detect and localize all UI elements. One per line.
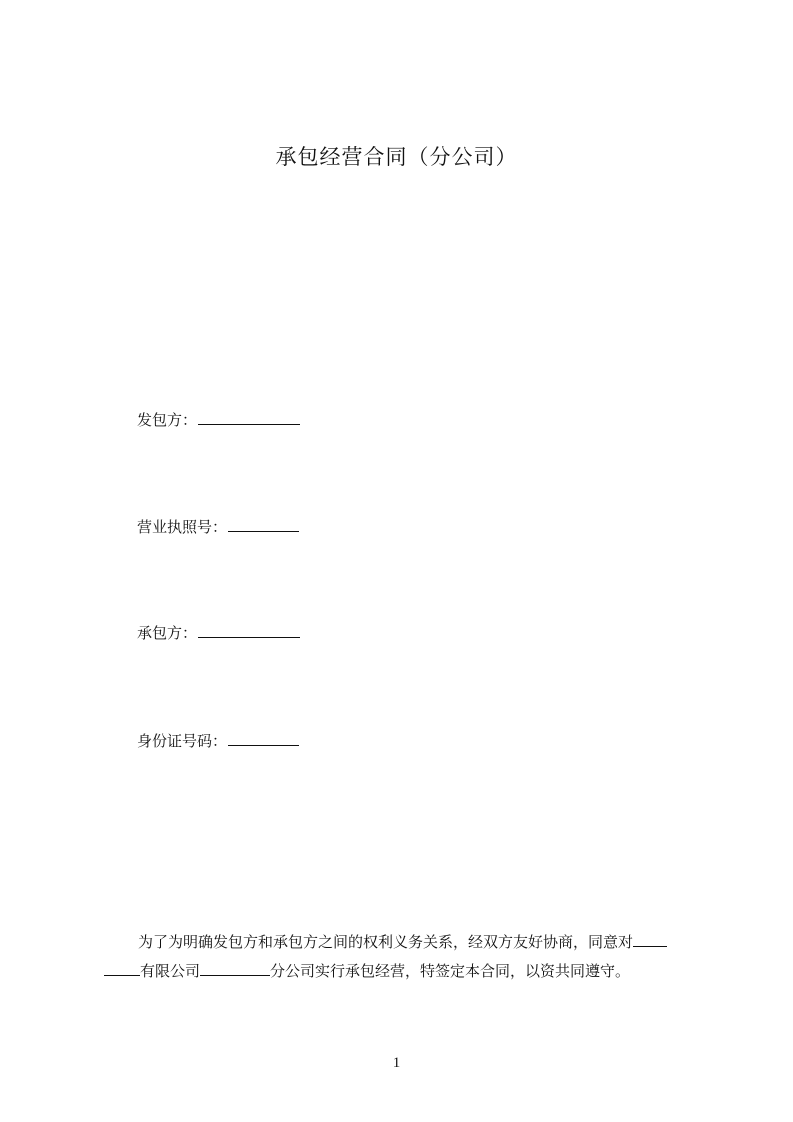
field-contractor <box>137 621 300 643</box>
field-employer-blank <box>198 408 300 425</box>
company-name-blank-start <box>633 930 667 947</box>
field-contractor-blank <box>198 621 300 638</box>
field-id-number <box>137 729 299 751</box>
paragraph-line-2-part-1: 有限公司 <box>140 962 201 980</box>
field-id-number-blank <box>228 729 299 746</box>
company-name-blank-end <box>104 959 140 976</box>
branch-name-blank <box>200 959 270 976</box>
field-id-number-label: 身份证号码： <box>137 732 228 750</box>
paragraph-line-2 <box>104 957 704 986</box>
field-license-number <box>137 515 299 537</box>
field-employer <box>137 408 300 430</box>
paragraph-line-2-part-2: 分公司实行承包经营，特签定本合同，以资共同遵守。 <box>270 962 631 980</box>
field-license-number-label: 营业执照号： <box>137 518 228 536</box>
field-license-number-blank <box>228 515 299 532</box>
field-employer-label: 发包方： <box>137 411 198 429</box>
contract-intro-paragraph <box>104 928 704 986</box>
paragraph-line-1 <box>104 928 704 957</box>
field-contractor-label: 承包方： <box>137 624 198 642</box>
paragraph-line-1-text: 为了为明确发包方和承包方之间的权利义务关系，经双方友好协商，同意对 <box>138 933 634 951</box>
document-title: 承包经营合同（分公司） <box>275 145 518 169</box>
page-number: 1 <box>392 1055 401 1071</box>
